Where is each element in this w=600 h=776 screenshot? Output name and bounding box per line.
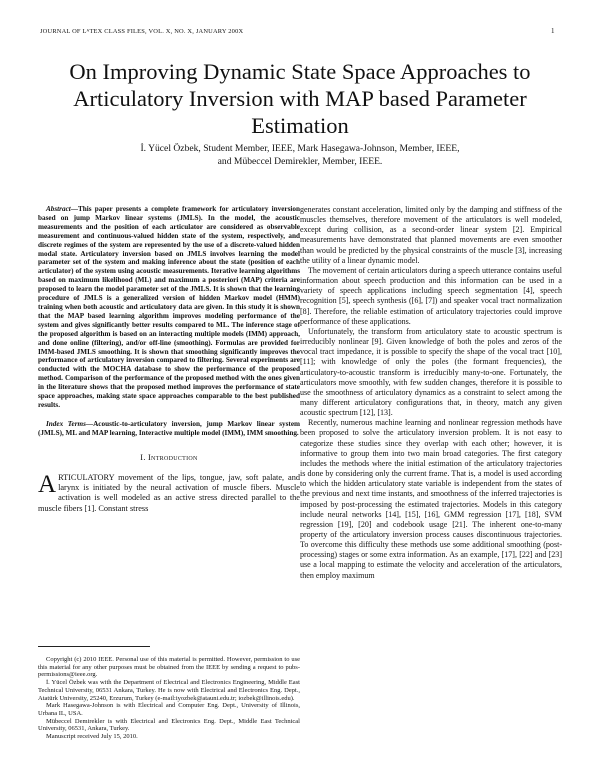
section-title: Introduction <box>148 452 198 462</box>
footnote-author-2: Mark Hasegawa-Johnson is with Electrical and Computer Eng. Dept., University of Illinois, Urbana IL, USA. <box>38 702 300 717</box>
abstract <box>38 205 300 410</box>
index-terms-lead: Index Terms <box>46 419 86 428</box>
right-column <box>300 205 562 581</box>
page-number: 1 <box>551 27 555 35</box>
section-number: I. <box>140 452 146 462</box>
index-terms <box>38 420 300 438</box>
footnote-author-3: Mübeccel Demirekler is with Electrical and Electronics Eng. Dept., Middle East Technical University, 06531, Ankara, Turkey. <box>38 717 300 733</box>
footnote-received: Manuscript received July 15, 2010. <box>46 733 138 741</box>
body-paragraph: Unfortunately, the transform from articulatory state to acoustic spectrum is irreducibly nonlinear [9]. Given knowledge of both the poles and zeros of the vocal tract impedance, it is possible to specify the shape of the vocal tract [10], [11]; with knowledge of only the poles (the formant frequencies), the articulatory-to-acoustic transform is irreducibly many-to-one. Fortunately, the articulators move smoothly, with few sudden changes, therefore it is possible to use the smoothness of articulatory dynamics as a constraint to select among the many different articulatory configurations that, in theory, match any given acoustic spectrum [12], [13]. <box>300 326 562 418</box>
footnote-rule <box>38 646 150 647</box>
intro-paragraph <box>38 470 300 514</box>
author-list <box>40 143 560 168</box>
footnote-copyright: Copyright (c) 2010 IEEE. Personal use of this material is permitted. However, permission to use this material for any other purposes must be obtained from the IEEE by sending a request to pubs-permissions@ieee.org. <box>38 656 300 679</box>
abstract-lead: Abstract <box>46 205 71 213</box>
author-line-2: and Mübeccel Demirekler, Member, IEEE. <box>217 155 383 167</box>
running-header: JOURNAL OF LᴬTEX CLASS FILES, VOL. X, NO. X, JANUARY 200X <box>40 28 244 35</box>
author-line-1: İ. Yücel Özbek, Student Member, IEEE, Mark Hasegawa-Johnson, Member, IEEE, <box>140 143 460 154</box>
footnote-author-1: İ. Yücel Özbek was with the Department of Electrical and Electronics Engineering, Middle East Technical University, 06531 Ankara, Turkey. He is now with Electrical and Electronics Eng. Dept., Atatürk University, 25240, Erzurum, Turkey (e-mail:iyozbek@atauni.edu.tr; iozbek@illinois.edu). <box>38 679 300 702</box>
footnotes <box>38 656 300 741</box>
intro-first-word: RTICULATORY <box>58 472 115 482</box>
drop-cap: A <box>38 470 57 498</box>
body-paragraph: The movement of certain articulators during a speech utterance contains useful information about speech production and this information can be used in a variety of speech applications including speech segmentation [4], speech recognition [5], speech synthesis ([6], [7]) and speaker vocal tract normalization [8]. Therefore, the reliable estimation of articulatory trajectories could improve performance of these applications. <box>300 265 562 326</box>
index-terms-text: —Acoustic-to-articulatory inversion, jump Markov linear system (JMLS), ML and MAP learning, Interactive multiple model (IMM), IMM smoothing. <box>38 419 300 437</box>
paper-title: On Improving Dynamic State Space Approaches to Articulatory Inversion with MAP based Parameter Estimation <box>69 59 531 138</box>
abstract-text: —This paper presents a complete framework for articulatory inversion based on jump Markov linear systems (JMLS). In the model, the acoustic measurements and the position of each articulator are considered as observable measurement and continuous-valued hidden state of the system, respectively, and discrete regimes of the system are represented by the use of a discrete-valued hidden modal state. Articulatory inversion based on JMLS involves learning the model parameter set of the system and making inference about the state (position of each articulator) of the system using acoustic measurements. Iterative learning algorithms based on maximum likelihood (ML) and maximum a posteriori (MAP) criteria are proposed to learn the model parameter set of the JMLS. It is shown that the learning procedure of JMLS is a generalized version of hidden Markov model (HMM) training when both acoustic and articulatory data are given. In this study it is shown that the MAP based learning algorithm improves modeling performance of the system and gives significantly better results compared to ML. The inference stage of the proposed algorithm is based on an interacting multiple models (IMM) approach, and done online (filtering), and/or off-line (smoothing). Formulas are provided for IMM-based JMLS smoothing. It is shown that smoothing significantly improves the performance of articulatory inversion compared to filtering. Several experiments are conducted with the MOCHA database to show the performance of the proposed method. Comparison of the performance of the proposed method with the ones given in the literature shows that the proposed method improves the performance of state space approaches, making state space approaches comparable to the best published results. <box>38 205 300 409</box>
body-paragraph: generates constant acceleration, limited only by the damping and stiffness of the muscles themselves, therefore movement of the articulators is well modeled, except during collision, as a second-order linear system [2]. Empirical measurements have demonstrated that planned movements are even smoother than would be predicted by the physical constraints of the muscle [3], increasing the utility of a linear dynamic model. <box>300 205 562 265</box>
intro-text: movement of the lips, tongue, jaw, soft palate, and larynx is initiated by the neural activation of muscle fibers. Muscle activation is well modeled as an active stress directed parallel to the muscle fibers [1]. Constant stress <box>38 472 300 513</box>
section-heading <box>38 453 300 463</box>
left-column <box>38 205 300 514</box>
body-paragraph: Recently, numerous machine learning and nonlinear regression methods have been proposed to solve the articulatory inversion problem. It is not easy to categorize these studies since they overlap with each other; however, it is informative to group them into two main broad categories. The first category includes the methods where the initial estimation of the articulatory trajectories is done by considering only the current frame. That is, a model is used according to which the hidden articulatory state variable is independent from the states of the previous and next time instants, and smoothness of the inferred trajectories is imposed by post-processing the estimated trajectories. Models in this category include neural networks [14], [15], [16], GMM regression [17], [18], SVM regression [19], [20] and codebook usage [21]. The inherent one-to-many property of the articulatory inversion process causes discontinuous trajectories. To overcome this difficulty these methods use some additional smoothing (post-processing) stages or some extra information. As an example, [17], [22] and [23] use a local mapping to estimate the velocity and acceleration of the articulators, then employ maximum <box>300 418 562 580</box>
